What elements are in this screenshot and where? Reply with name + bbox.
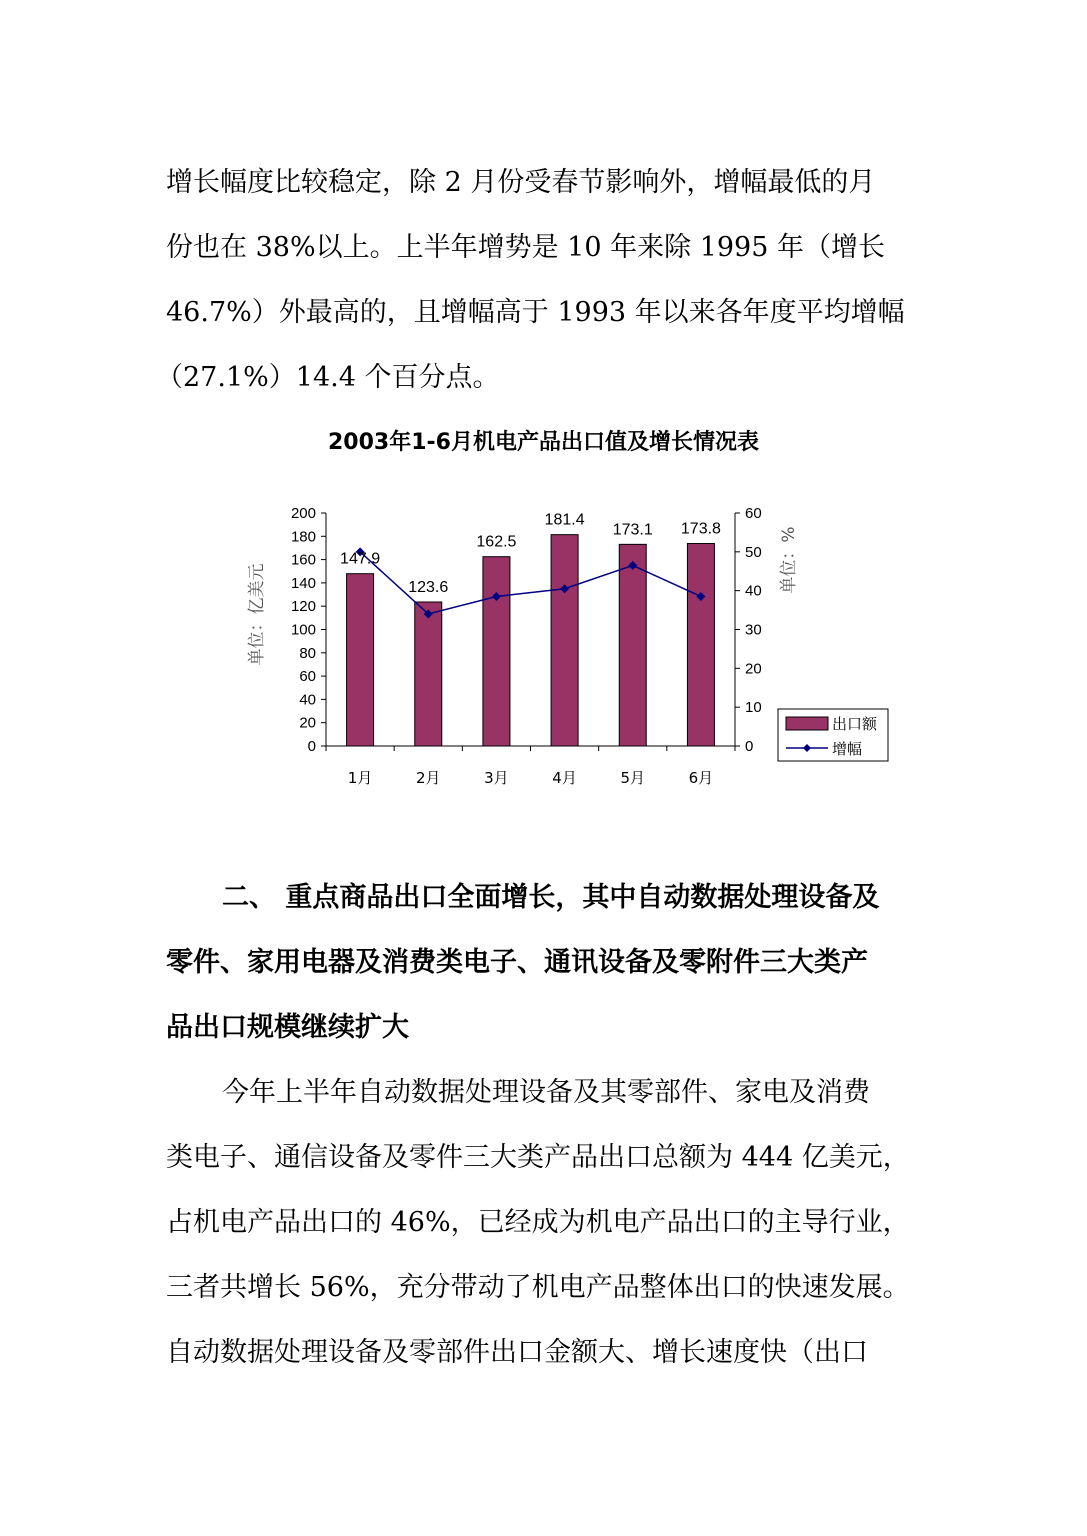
x-tick-label: 1月: [347, 769, 373, 787]
left-tick-label: 180: [290, 528, 316, 546]
heading-line: 二、 重点商品出口全面增长，其中自动数据处理设备及: [222, 882, 880, 913]
x-tick-label: 2月: [415, 769, 441, 787]
heading-line: 零件、家用电器及消费类电子、通讯设备及零附件三大类产: [166, 947, 868, 978]
bar-value-label: 173.1: [612, 521, 653, 539]
bar-value-label: 181.4: [544, 511, 585, 529]
paragraph-line: 三者共增长 56%，充分带动了机电产品整体出口的快速发展。: [166, 1272, 910, 1303]
bar-value-label: 147.9: [340, 550, 381, 568]
right-tick-label: 50: [745, 543, 762, 561]
left-tick-label: 80: [299, 644, 316, 662]
left-tick-label: 100: [290, 621, 316, 639]
paragraph-line: 份也在 38%以上。上半年增势是 10 年来除 1995 年（增长: [166, 232, 885, 263]
x-tick-label: 3月: [484, 769, 509, 787]
right-tick-label: 20: [745, 660, 762, 678]
right-tick-label: 40: [745, 582, 762, 600]
right-tick-label: 60: [745, 505, 762, 522]
right-tick-label: 30: [745, 621, 762, 639]
legend-label-growth: 增幅: [832, 740, 863, 758]
paragraph-line: 增长幅度比较稳定，除 2 月份受春节影响外，增幅最低的月: [166, 167, 876, 198]
bar: [687, 544, 714, 746]
paragraph-line: 占机电产品出口的 46%，已经成为机电产品出口的主导行业，: [166, 1207, 910, 1238]
bar-value-label: 162.5: [476, 533, 517, 551]
x-tick-label: 4月: [552, 769, 577, 787]
left-tick-label: 120: [290, 598, 316, 616]
x-tick-label: 5月: [620, 769, 646, 787]
paragraph-line: 自动数据处理设备及零部件出口金额大、增长速度快（出口: [166, 1337, 868, 1368]
right-axis-title: 单位：%: [779, 526, 799, 594]
paragraph-line: 今年上半年自动数据处理设备及其零部件、家电及消费: [222, 1077, 870, 1108]
right-tick-label: 10: [745, 699, 762, 717]
bar: [619, 544, 646, 746]
left-tick-label: 0: [307, 738, 316, 755]
left-tick-label: 140: [290, 574, 316, 592]
bar: [415, 602, 442, 746]
left-tick-label: 20: [299, 714, 316, 732]
bar: [483, 557, 510, 746]
bar: [551, 535, 578, 746]
left-tick-label: 160: [290, 551, 316, 569]
bar-value-label: 173.8: [680, 520, 721, 538]
left-tick-label: 200: [290, 505, 316, 522]
right-tick-label: 0: [745, 738, 754, 755]
bar-value-label: 123.6: [408, 579, 449, 597]
heading-line: 品出口规模继续扩大: [166, 1012, 409, 1043]
chart-title: 2003年1-6月机电产品出口值及增长情况表: [328, 430, 759, 455]
legend-bar-swatch: [786, 717, 828, 730]
paragraph-line: 46.7%）外最高的，且增幅高于 1993 年以来各年度平均增幅: [166, 297, 905, 328]
paragraph-line: 类电子、通信设备及零件三大类产品出口总额为 444 亿美元，: [166, 1142, 910, 1173]
paragraph-line: （27.1%）14.4 个百分点。: [156, 362, 500, 393]
export-chart: [240, 495, 900, 795]
left-tick-label: 60: [299, 668, 316, 686]
left-axis-title: 单位：亿美元: [247, 563, 267, 666]
legend-label-export: 出口额: [832, 715, 878, 733]
left-tick-label: 40: [299, 691, 316, 709]
x-tick-label: 6月: [688, 769, 714, 787]
bar: [347, 574, 374, 746]
